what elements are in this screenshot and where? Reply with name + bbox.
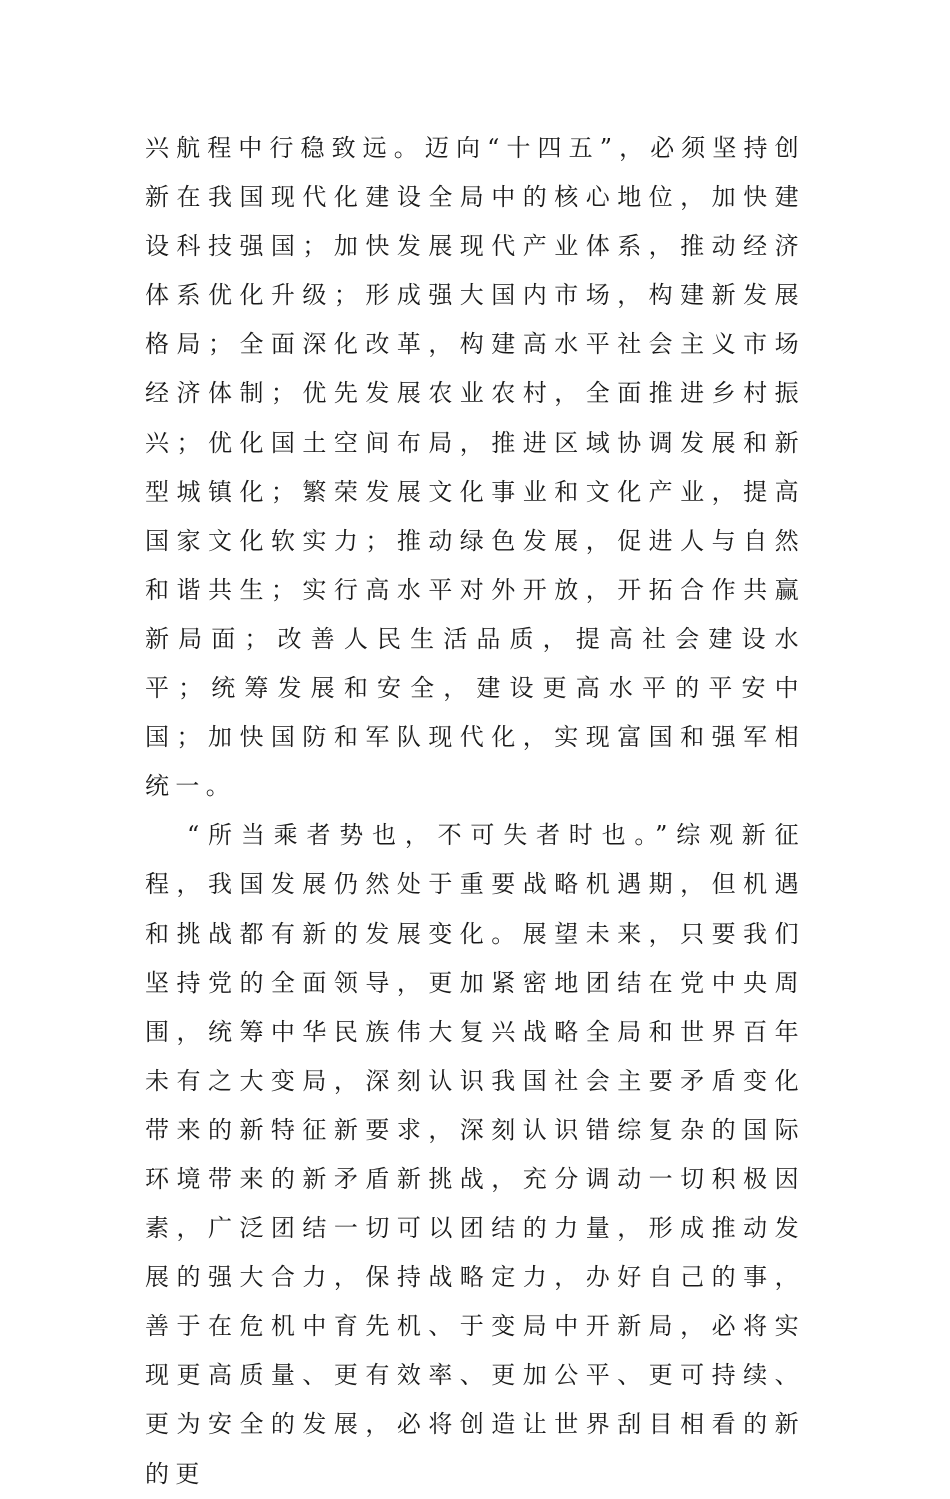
paragraph-quote: “所当乘者势也，不可失者时也。”综观新征程，我国发展仍然处于重要战略机遇期，但机遇和挑战都有新的发展变化。展望未来，只要我们坚持党的全面领导，更加紧密地团结在党中央周围，统筹中华民族伟大复兴战略全局和世界百年未有之大变局，深刻认识我国社会主要矛盾变化带来的新特征新要求，深刻认识错综复杂的国际环境带来的新矛盾新挑战，充分调动一切积极因素，广泛团结一切可以团结的力量，形成推动发展的强大合力，保持战略定力，办好自己的事，善于在危机中育先机、于变局中开新局，必将实现更高质量、更有效率、更加公平、更可持续、更为安全的发展，必将创造让世界刮目相看的新的更 — [145, 821, 805, 1488]
paragraph-continuation: 兴航程中行稳致远。迈向“十四五”，必须坚持创新在我国现代化建设全局中的核心地位，加快建设科技强国；加快发展现代产业体系，推动经济体系优化升级；形成强大国内市场，构建新发展格局；全面深化改革，构建高水平社会主义市场经济体制；优先发展农业农村，全面推进乡村振兴；优化国土空间布局，推进区域协调发展和新型城镇化；繁荣发展文化事业和文化产业，提高国家文化软实力；推动绿色发展，促进人与自然和谐共生；实行高水平对外开放，开拓合作共赢新局面；改善人民生活品质，提高社会建设水平；统筹发展和安全，建设更高水平的平安中国；加快国防和军队现代化，实现富国和强军相统一。 — [145, 134, 805, 801]
document-page — [145, 124, 805, 1499]
